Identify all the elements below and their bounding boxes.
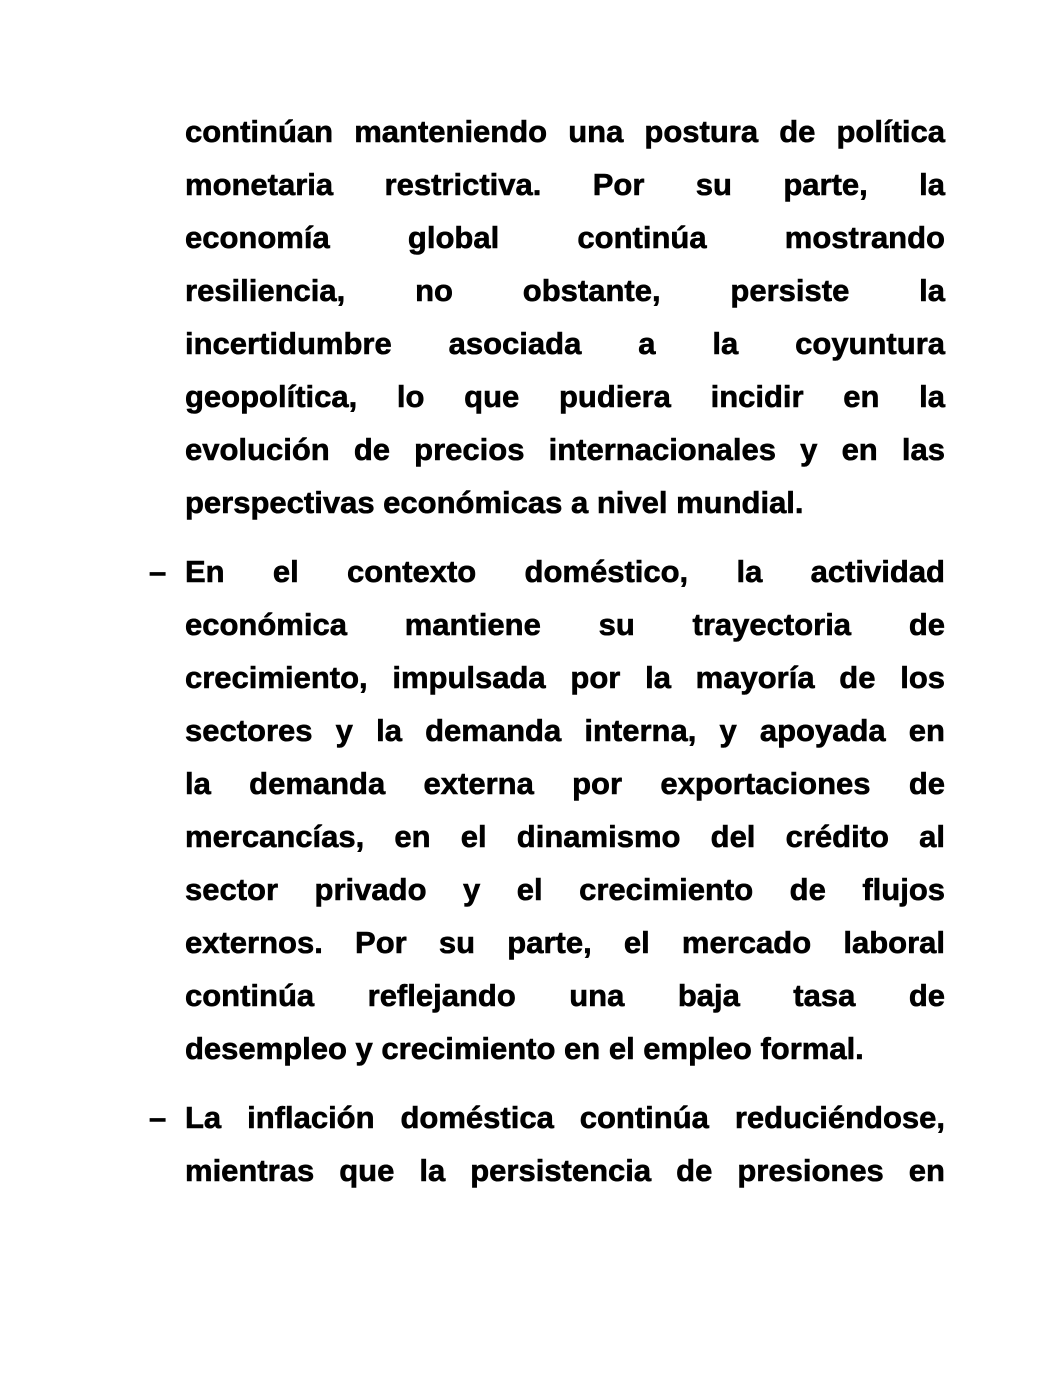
text-line: continúan manteniendo una postura de política (185, 114, 945, 149)
text-line: La inflación doméstica continúa reduciéndose, (185, 1100, 945, 1135)
bullet-item-domestic-inflation (149, 1091, 945, 1197)
text-line: crecimiento, impulsada por la mayoría de los (185, 660, 945, 695)
text-line: geopolítica, lo que pudiera incidir en la (185, 379, 945, 414)
text-line: economía global continúa mostrando (185, 220, 945, 255)
bullet-dash-marker: – (149, 1100, 167, 1135)
text-line: sector privado y el crecimiento de flujos (185, 872, 945, 907)
text-line: evolución de precios internacionales y en las (185, 432, 945, 467)
text-line: incertidumbre asociada a la coyuntura (185, 326, 945, 361)
text-line: En el contexto doméstico, la actividad (185, 554, 945, 589)
text-line: perspectivas económicas a nivel mundial. (185, 485, 804, 520)
text-line: mercancías, en el dinamismo del crédito al (185, 819, 945, 854)
text-line: monetaria restrictiva. Por su parte, la (185, 167, 945, 202)
paragraph-continuation (185, 105, 945, 529)
text-line: continúa reflejando una baja tasa de (185, 978, 945, 1013)
bullet-dash-marker: – (149, 554, 167, 589)
bullet-item-domestic-activity (149, 545, 945, 1075)
text-line: sectores y la demanda interna, y apoyada en (185, 713, 945, 748)
text-line: resiliencia, no obstante, persiste la (185, 273, 945, 308)
text-line: mientras que la persistencia de presiones en (185, 1153, 945, 1188)
text-line: económica mantiene su trayectoria de (185, 607, 945, 642)
text-line: la demanda externa por exportaciones de (185, 766, 945, 801)
text-line: externos. Por su parte, el mercado laboral (185, 925, 945, 960)
text-line: desempleo y crecimiento en el empleo formal. (185, 1031, 864, 1066)
